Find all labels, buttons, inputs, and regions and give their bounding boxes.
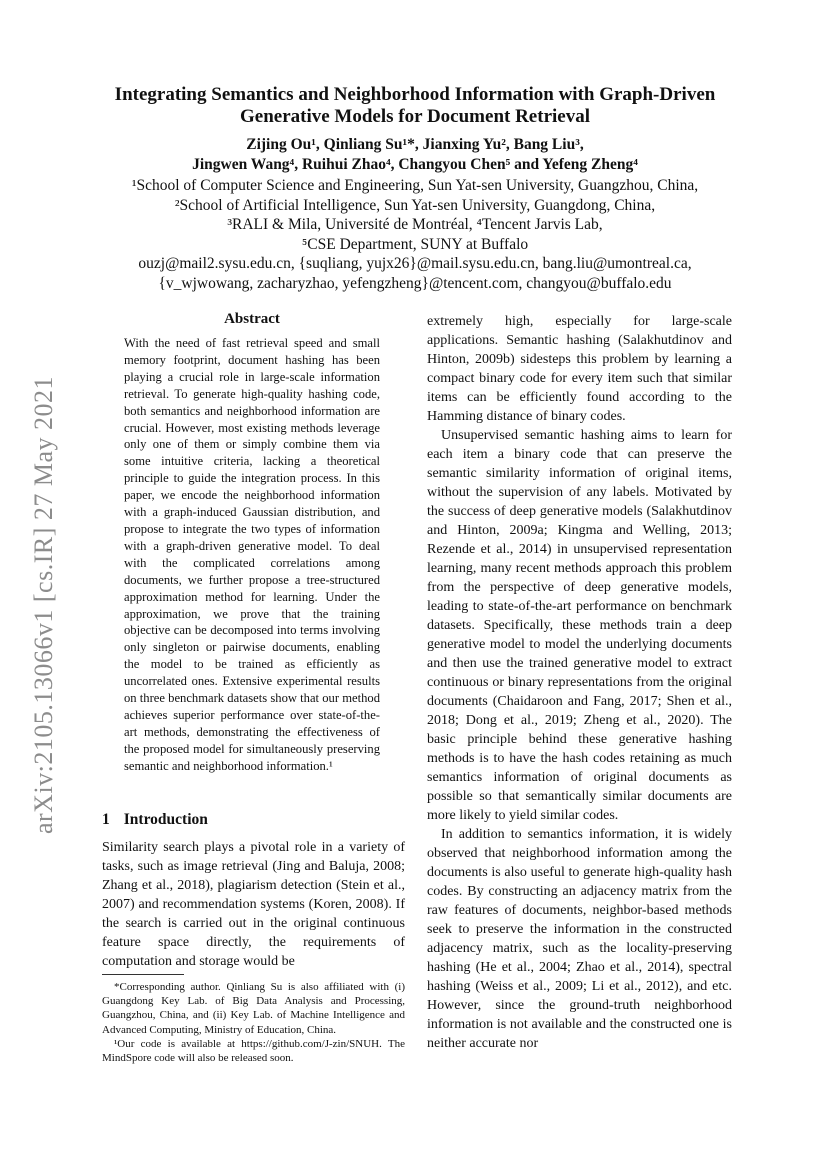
- abstract-body: With the need of fast retrieval speed and small memory footprint, document hashing has been playing a crucial role in large-scale information retrieval. To generate high-quality hashing code, both semantics and neighborhood information are crucial. However, most existing methods leverage only one of them or simply combine them via some intuitive criteria, lacking a theoretical principle to guide the integration process. In this paper, we encode the neighborhood information with a graph-induced Gaussian distribution, and propose to integrate the two types of information with a graph-driven generative model. To deal with the complicated correlations among documents, we further propose a tree-structured approximation method for learning. Under the approximation, we prove that the training objective can be decomposed into terms involving only singleton or pairwise documents, enabling the model to be trained as efficiently as uncorrelated ones. Extensive experimental results on three benchmark datasets show that our method achieves superior performance over state-of-the-art methods, demonstrating the effectiveness of the proposed model for simultaneously preserving semantic and neighborhood information.¹: [124, 336, 380, 773]
- footnotes: [102, 980, 405, 1065]
- email-line: ouzj@mail2.sysu.edu.cn, {suqliang, yujx26}@mail.sysu.edu.cn, bang.liu@umontreal.ca,: [138, 255, 692, 273]
- abstract-heading: Abstract: [224, 311, 280, 327]
- paragraph: Similarity search plays a pivotal role in a variety of tasks, such as image retrieval (Jing and Baluja, 2008; Zhang et al., 2018), plagiarism detection (Stein et al., 2007) and recommendation systems (Koren, 2008). If the search is carried out in the original continuous feature space directly, the requirements of computation and storage would be: [102, 840, 405, 969]
- author-list: [80, 135, 750, 175]
- paper-title: Integrating Semantics and Neighborhood Information with Graph-Driven Generative Models for Document Retrieval: [114, 84, 716, 127]
- footnote-rule: [102, 974, 184, 975]
- arxiv-identifier-stamp: [28, 360, 60, 850]
- left-column-body: [102, 838, 405, 971]
- affiliation-line: ⁵CSE Department, SUNY at Buffalo: [301, 235, 529, 253]
- section-title: Introduction: [123, 811, 208, 828]
- section-heading-introduction: [102, 811, 412, 829]
- affiliation-line: ³RALI & Mila, Université de Montréal, ⁴Tencent Jarvis Lab,: [227, 216, 603, 234]
- footnote-code-link: ¹Our code is available at https://github.com/J-zin/SNUH. The MindSpore code will also be released soon.: [102, 1037, 405, 1065]
- authors-line-1: Zijing Ou¹, Qinliang Su¹*, Jianxing Yu², Bang Liu³,: [246, 136, 584, 153]
- section-number: 1: [102, 811, 110, 828]
- footnote-corresponding-author: *Corresponding author. Qinliang Su is also affiliated with (i) Guangdong Key Lab. of Big Data Analysis and Processing, Guangzhou, China, and (ii) Key Lab. of Machine Intelligence and Advanced Computing, Ministry of Education, China.: [102, 981, 405, 1036]
- right-column-body: [427, 312, 732, 1053]
- email-line: {v_wjwowang, zacharyzhao, yefengzheng}@tencent.com, changyou@buffalo.edu: [158, 274, 672, 292]
- authors-line-2: Jingwen Wang⁴, Ruihui Zhao⁴, Changyou Chen⁵ and Yefeng Zheng⁴: [192, 156, 638, 173]
- arxiv-identifier-text: arXiv:2105.13066v1 [cs.IR] 27 May 2021: [29, 375, 58, 835]
- affiliation-line: ²School of Artificial Intelligence, Sun Yat-sen University, Guangdong, China,: [174, 196, 656, 214]
- affiliations: [80, 176, 750, 294]
- paragraph: extremely high, especially for large-scale applications. Semantic hashing (Salakhutdinov and Hinton, 2009b) sidesteps this problem by learning a compact binary code for every item such that similar items can be efficiently found according to the Hamming distance of binary codes.: [427, 314, 732, 424]
- affiliation-line: ¹School of Computer Science and Engineering, Sun Yat-sen University, Guangzhou, China,: [131, 177, 699, 194]
- paragraph: Unsupervised semantic hashing aims to learn for each item a binary code that can preserve the semantic similarity information of original items, without the supervision of any labels. Motivated by the success of deep generative models (Salakhutdinov and Hinton, 2009a; Kingma and Welling, 2013; Rezende et al., 2014) in unsupervised representation learning, many recent methods approach this problem from the perspective of deep generative models, leading to state-of-the-art performance on benchmark datasets. Specifically, these methods train a deep generative model to model the underlying documents and then use the trained generative model to extract continuous or binary representations from the original documents (Chaidaroon and Fang, 2017; Shen et al., 2018; Dong et al., 2019; Zheng et al., 2020). The basic principle behind these generative hashing methods is to have the hash codes retaining as much semantics information of original documents as possible so that semantically similar documents are more likely to yield similar codes.: [427, 428, 732, 823]
- paragraph: In addition to semantics information, it is widely observed that neighborhood information among the documents is also useful to generate high-quality hash codes. By constructing an adjacency matrix from the raw features of documents, neighbor-based methods seek to preserve the information in the constructed adjacency matrix, such as the locality-preserving hashing (He et al., 2004; Zhao et al., 2014), spectral hashing (Weiss et al., 2009; Li et al., 2012), and etc. However, since the ground-truth neighborhood information is not available and the constructed one is neither accurate nor: [427, 827, 732, 1051]
